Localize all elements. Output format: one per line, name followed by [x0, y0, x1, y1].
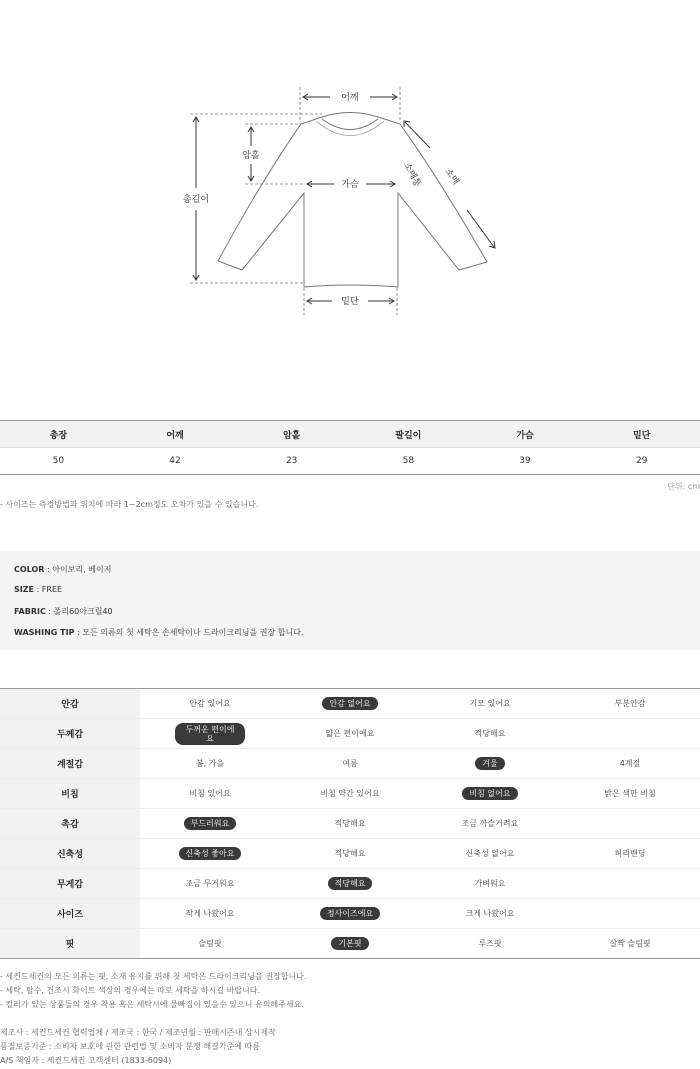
- feature-option: 조금 무거워요: [185, 879, 235, 888]
- feature-label: 핏: [0, 929, 140, 958]
- feature-label: 비침: [0, 779, 140, 808]
- feature-option-cell: [560, 749, 700, 778]
- feature-row: [0, 689, 700, 718]
- care-note: - 세컨드세컨의 모든 의류는 핏, 소재 유지를 위해 첫 세탁은 드라이크리닝을 권장합니다.: [0, 972, 307, 981]
- selected-option-badge: 안감 없어요: [322, 697, 377, 710]
- feature-row: [0, 868, 700, 898]
- size-value: : FREE: [34, 585, 63, 594]
- hem-label: 밑단: [341, 297, 359, 307]
- maker-line: 품질보증기준 : 소비자 보호에 관한 관련법 및 소비자 분쟁 해결기준에 따름: [0, 1042, 260, 1051]
- color-info: [14, 564, 111, 575]
- feature-option-cell: [280, 899, 420, 928]
- feature-option: 크게 나왔어요: [465, 909, 515, 918]
- feature-table: [0, 688, 700, 959]
- selected-option-badge: 기본핏: [331, 937, 368, 950]
- feature-option: 봄, 가을: [195, 759, 225, 768]
- feature-option-cell: [280, 779, 420, 808]
- sweater-outline: [218, 113, 487, 288]
- size-header-cell: 암홀: [282, 430, 301, 441]
- feature-option-cell: [420, 719, 560, 748]
- feature-label: 촉감: [0, 809, 140, 838]
- feature-option: 적당해요: [474, 729, 506, 738]
- feature-option-cell: [560, 719, 700, 748]
- care-note: - 세탁, 탈수, 건조시 화이트 색상의 경우에는 따로 세탁을 하시길 바랍니다.: [0, 986, 261, 995]
- size-header-cell: 어깨: [166, 430, 184, 441]
- feature-option: 안감 있어요: [189, 699, 231, 708]
- size-value-cell: 39: [519, 456, 531, 466]
- feature-option-cell: [560, 839, 700, 868]
- feature-option-cell: [420, 809, 560, 838]
- feature-option-cell: [420, 689, 560, 718]
- selected-option-badge: 비침 없어요: [462, 787, 517, 800]
- feature-option-cell: [280, 869, 420, 898]
- feature-option-cell: [280, 839, 420, 868]
- feature-option-cell: [420, 899, 560, 928]
- feature-option: 적당해요: [334, 819, 366, 828]
- feature-option-cell: [560, 869, 700, 898]
- neckline: [322, 119, 378, 130]
- washing-label: WASHING TIP: [14, 628, 75, 637]
- maker-line: A/S 책임자 : 세컨드세컨 고객센터 (1833-6094): [0, 1056, 172, 1065]
- feature-option-cell: [140, 689, 280, 718]
- size-value-cell: 29: [635, 456, 648, 466]
- feature-option-cell: [560, 779, 700, 808]
- shoulder-label: 어깨: [341, 93, 359, 103]
- feature-option-cell: [140, 779, 280, 808]
- color-value: : 아이보리, 베이지: [44, 565, 112, 574]
- maker-info: [0, 1026, 276, 1068]
- product-info-box: [0, 551, 700, 650]
- collar-rib: [316, 121, 384, 136]
- feature-option: 조금 까슬거려요: [461, 819, 519, 828]
- feature-option-cell: [420, 779, 560, 808]
- feature-option-cell: [280, 719, 420, 748]
- feature-option-cell: [280, 809, 420, 838]
- measurement-diagram: [0, 0, 700, 330]
- color-label: COLOR: [14, 565, 45, 574]
- sleeve-label: 소매: [442, 166, 461, 187]
- feature-option: 부분안감: [614, 699, 646, 708]
- feature-option: 가벼워요: [474, 879, 506, 888]
- feature-option-cell: [420, 869, 560, 898]
- feature-option-cell: [560, 689, 700, 718]
- total-length-label: 총길이: [182, 195, 210, 205]
- fabric-value: : 폴리60아크릴40: [45, 607, 113, 616]
- size-table-header: [0, 421, 700, 447]
- feature-label: 신축성: [0, 839, 140, 868]
- feature-option-cell: [140, 869, 280, 898]
- feature-option: 신축성 없어요: [465, 849, 515, 858]
- feature-option-cell: [280, 749, 420, 778]
- feature-option: 허리밴딩: [614, 849, 646, 858]
- feature-option-cell: [140, 839, 280, 868]
- feature-option-cell: [280, 929, 420, 958]
- feature-option-cell: [280, 689, 420, 718]
- selected-option-badge: 신축성 좋아요: [179, 847, 242, 860]
- armhole-label: 암홀: [242, 151, 260, 161]
- feature-row: [0, 928, 700, 958]
- feature-option: 밝은 색만 비침: [604, 789, 656, 798]
- feature-option: 얇은 편이에요: [325, 729, 375, 738]
- feature-label: 안감: [0, 689, 140, 718]
- fabric-info: [14, 606, 113, 617]
- size-table-row: [0, 447, 700, 474]
- fabric-label: FABRIC: [14, 607, 46, 616]
- size-header-cell: 팔길이: [395, 430, 422, 441]
- feature-option: 4계절: [619, 759, 641, 768]
- selected-option-badge: 부드러워요: [184, 817, 237, 830]
- size-table: [0, 420, 700, 475]
- care-notes: [0, 970, 306, 1012]
- selected-option-badge: 두꺼운 편이에요: [175, 723, 245, 745]
- size-info: [14, 585, 62, 594]
- chest-label: 가슴: [341, 180, 359, 190]
- feature-option-cell: [560, 929, 700, 958]
- size-value-cell: 42: [169, 456, 181, 466]
- feature-label: 사이즈: [0, 899, 140, 928]
- feature-option-cell: [420, 749, 560, 778]
- size-note: - 사이즈는 측정방법과 위치에 따라 1~2cm정도 오차가 있을 수 있습니다.: [0, 500, 259, 509]
- size-value-cell: 58: [402, 456, 415, 466]
- feature-row: [0, 838, 700, 868]
- feature-option-cell: [140, 749, 280, 778]
- feature-label: 무게감: [0, 869, 140, 898]
- feature-row: [0, 718, 700, 748]
- maker-line: 제조사 : 세컨드세컨 협력업체 / 제조국 : 한국 / 제조년월 : 판매시즌내 상시제작: [0, 1028, 276, 1037]
- feature-option-cell: [140, 719, 280, 748]
- selected-option-badge: 정사이즈에요: [320, 907, 380, 920]
- feature-option: 여름: [342, 759, 358, 768]
- washing-value: : 모든 의류의 첫 세탁은 손세탁이나 드라이크리닝을 권장 합니다.: [74, 628, 304, 637]
- feature-option: 비침 약간 있어요: [320, 789, 380, 798]
- feature-option-cell: [420, 929, 560, 958]
- washing-info: [14, 627, 304, 638]
- feature-row: [0, 778, 700, 808]
- unit-label: 단위: cm: [667, 482, 700, 491]
- feature-option: 작게 나왔어요: [185, 909, 235, 918]
- feature-option-cell: [560, 809, 700, 838]
- size-label: SIZE: [14, 585, 35, 594]
- care-note: - 컬러가 있는 상품들의 경우 착용 혹은 세탁시에 물빠짐이 있을수 있으니 유의해주세요.: [0, 1000, 304, 1009]
- feature-row: [0, 748, 700, 778]
- feature-option: 비침 있어요: [189, 789, 231, 798]
- size-header-cell: 총장: [49, 430, 68, 441]
- feature-label: 두께감: [0, 719, 140, 748]
- feature-label: 계절감: [0, 749, 140, 778]
- size-value-cell: 50: [52, 456, 65, 466]
- size-header-cell: 밑단: [633, 430, 651, 441]
- feature-option: 적당해요: [334, 849, 366, 858]
- feature-row: [0, 808, 700, 838]
- selected-option-badge: 겨울: [475, 757, 504, 770]
- feature-option-cell: [140, 899, 280, 928]
- size-header-cell: 가슴: [516, 430, 534, 441]
- feature-option: 슬림핏: [198, 939, 222, 948]
- selected-option-badge: 적당해요: [328, 877, 373, 890]
- feature-option: 루즈핏: [478, 939, 502, 948]
- feature-option: 살짝 슬림핏: [609, 939, 651, 948]
- feature-option: 기모 있어요: [469, 699, 511, 708]
- feature-option-cell: [140, 809, 280, 838]
- feature-option-cell: [140, 929, 280, 958]
- feature-option-cell: [420, 839, 560, 868]
- feature-row: [0, 898, 700, 928]
- sleeve-width-label: 소매통: [401, 161, 423, 189]
- size-value-cell: 23: [285, 456, 298, 466]
- feature-option-cell: [560, 899, 700, 928]
